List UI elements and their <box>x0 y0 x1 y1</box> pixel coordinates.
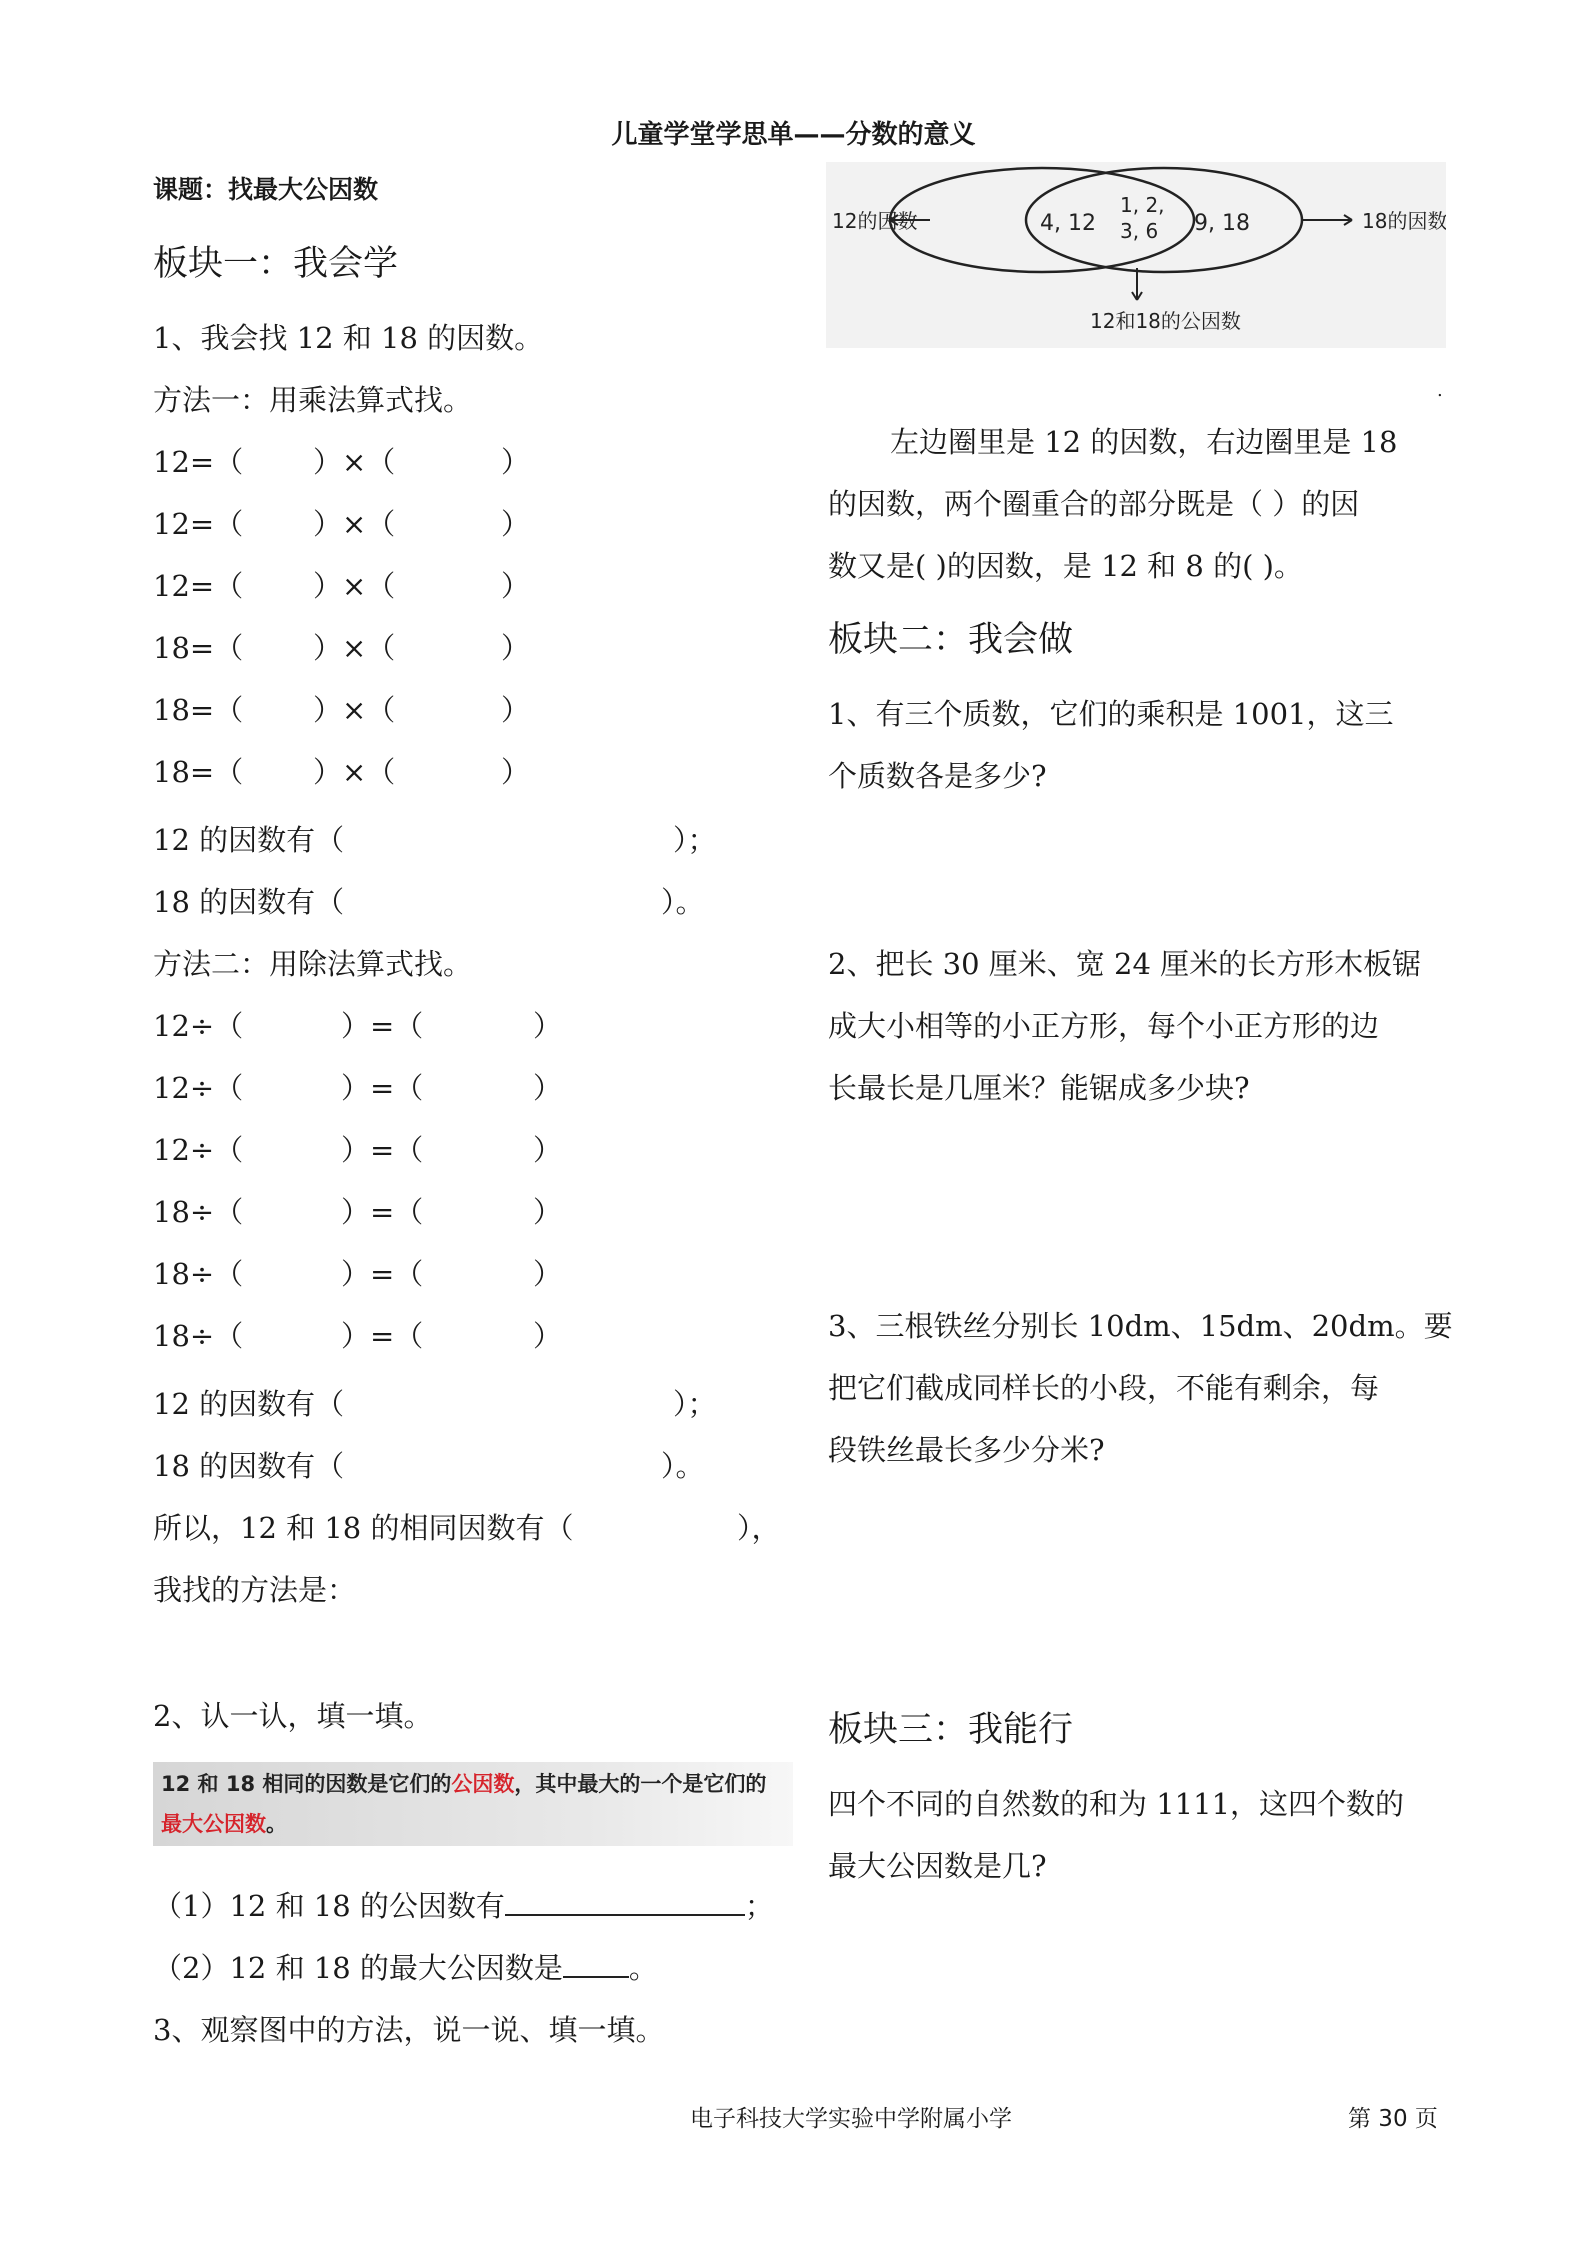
division-row-middle: ）=（ <box>341 1257 424 1291</box>
factors-18-close: ）。 <box>661 885 705 919</box>
s2-q3-line2: 把它们截成同样长的小段，不能有剩余，每 <box>828 1371 1380 1405</box>
division-row-middle: ）=（ <box>341 1133 424 1167</box>
division-row-start: 18÷（ <box>153 1257 244 1291</box>
division-row-middle: ）=（ <box>341 1319 424 1353</box>
left-only-values: 4, 12 <box>1040 211 1096 236</box>
q2-1-text: （1）12 和 18 的公因数有 <box>153 1889 505 1923</box>
q2-1-blank[interactable] <box>505 1888 745 1916</box>
multiplication-row-end: ） <box>501 569 531 603</box>
s2-q1-line1: 1、有三个质数，它们的乘积是 1001，这三 <box>828 697 1394 731</box>
multiplication-row-end: ） <box>501 631 531 665</box>
common-factors-label: 所以，12 和 18 的相同因数有（ <box>153 1511 574 1545</box>
s3-line1: 四个不同的自然数的和为 1111，这四个数的 <box>828 1787 1405 1821</box>
banner-term-common-factor: 公因数 <box>451 1772 515 1796</box>
factors-12-close: ）； <box>673 823 717 857</box>
multiplication-row-middle: ）×（ <box>313 631 396 665</box>
banner-term-gcd: 最大公因数 <box>161 1812 266 1836</box>
q2-1-end: ； <box>744 1889 774 1923</box>
overlap-values-top: 1, 2, <box>1120 193 1165 217</box>
right-only-values: 9, 18 <box>1194 211 1250 236</box>
multiplication-row-middle: ）×（ <box>313 507 396 541</box>
division-row-start: 12÷（ <box>153 1009 244 1043</box>
s2-q2-line2: 成大小相等的小正方形，每个小正方形的边 <box>828 1009 1380 1043</box>
division-row-start: 18÷（ <box>153 1195 244 1229</box>
division-row-middle: ）=（ <box>341 1195 424 1229</box>
lesson-topic: 课题：找最大公因数 <box>153 175 379 204</box>
multiplication-row-middle: ）×（ <box>313 569 396 603</box>
s2-q2-line3: 长最长是几厘米？能锯成多少块? <box>828 1071 1250 1105</box>
division-row-end: ） <box>533 1195 563 1229</box>
multiplication-row-end: ） <box>501 755 531 789</box>
division-row-start: 12÷（ <box>153 1133 244 1167</box>
multiplication-row-end: ） <box>501 693 531 727</box>
factors-12-label: 12 的因数有（ <box>153 823 345 857</box>
multiplication-row-middle: ）×（ <box>313 755 396 789</box>
footer-school: 电子科技大学实验中学附属小学 <box>690 2106 1012 2132</box>
stray-dot: . <box>1437 380 1443 401</box>
my-method-text: 我找的方法是： <box>153 1573 357 1607</box>
multiplication-row-end: ） <box>501 445 531 479</box>
diagram-desc-2: 的因数，两个圈重合的部分既是（ ）的因 <box>828 487 1360 521</box>
q2-2-blank[interactable] <box>563 1950 629 1978</box>
division-row-middle: ）=（ <box>341 1071 424 1105</box>
banner-text-b: ，其中最大的一个是它们的 <box>514 1772 767 1796</box>
section2-heading: 板块二：我会做 <box>828 620 1074 660</box>
s2-q2-line1: 2、把长 30 厘米、宽 24 厘米的长方形木板锯 <box>828 947 1422 981</box>
multiplication-row-middle: ）×（ <box>313 693 396 727</box>
q1-text: 1、我会找 12 和 18 的因数。 <box>153 321 544 355</box>
s2-q3-line3: 段铁丝最长多少分米? <box>828 1433 1105 1467</box>
method1-text: 方法一：用乘法算式找。 <box>153 383 473 417</box>
factors-18-label: 18 的因数有（ <box>153 885 345 919</box>
diagram-desc-1: 左边圈里是 12 的因数，右边圈里是 18 <box>890 425 1398 459</box>
division-row-end: ） <box>533 1319 563 1353</box>
division-row-end: ） <box>533 1257 563 1291</box>
q2-2-line <box>153 1946 658 1987</box>
s2-q1-line2: 个质数各是多少? <box>828 759 1047 793</box>
factors-12-label: 12 的因数有（ <box>153 1387 345 1421</box>
factors-12-close: ）； <box>673 1387 717 1421</box>
diagram-desc-3: 数又是( )的因数，是 12 和 8 的( )。 <box>828 549 1303 583</box>
venn-svg <box>826 162 1446 348</box>
division-row-start: 12÷（ <box>153 1071 244 1105</box>
section1-heading: 板块一：我会学 <box>153 244 399 284</box>
s3-line2: 最大公因数是几? <box>828 1849 1047 1883</box>
multiplication-row-start: 18=（ <box>153 631 244 665</box>
footer-page-number: 第 30 页 <box>1348 2106 1438 2132</box>
common-factors-close: ）， <box>737 1511 781 1545</box>
worksheet-title: 儿童学堂学思单——分数的意义 <box>611 120 976 150</box>
venn-diagram <box>826 162 1446 348</box>
q2-2-text: （2）12 和 18 的最大公因数是 <box>153 1951 563 1985</box>
banner-text-c: 。 <box>266 1812 287 1836</box>
multiplication-row-start: 18=（ <box>153 755 244 789</box>
q3-text: 3、观察图中的方法，说一说、填一填。 <box>153 2013 665 2047</box>
multiplication-row-start: 12=（ <box>153 445 244 479</box>
right-label: 18的因数 <box>1362 209 1446 233</box>
multiplication-row-start: 12=（ <box>153 569 244 603</box>
left-label: 12的因数 <box>832 209 918 233</box>
overlap-values-bottom: 3, 6 <box>1120 219 1159 243</box>
multiplication-row-end: ） <box>501 507 531 541</box>
division-row-middle: ）=（ <box>341 1009 424 1043</box>
section3-heading: 板块三：我能行 <box>828 1710 1074 1750</box>
q2-2-end: 。 <box>628 1951 658 1985</box>
q2-1-line <box>153 1884 774 1925</box>
s2-q3-line1: 3、三根铁丝分别长 10dm、15dm、20dm。要 <box>828 1309 1453 1343</box>
division-row-end: ） <box>533 1009 563 1043</box>
banner-text-a: 12 和 18 相同的因数是它们的 <box>161 1772 452 1796</box>
method2-text: 方法二：用除法算式找。 <box>153 947 473 981</box>
common-factor-label: 12和18的公因数 <box>1090 309 1241 333</box>
division-row-start: 18÷（ <box>153 1319 244 1353</box>
definition-banner <box>153 1762 793 1846</box>
multiplication-row-start: 12=（ <box>153 507 244 541</box>
q2-text: 2、认一认，填一填。 <box>153 1699 433 1733</box>
factors-18-close: ）。 <box>661 1449 705 1483</box>
multiplication-row-middle: ）×（ <box>313 445 396 479</box>
multiplication-row-start: 18=（ <box>153 693 244 727</box>
factors-18-label: 18 的因数有（ <box>153 1449 345 1483</box>
division-row-end: ） <box>533 1133 563 1167</box>
division-row-end: ） <box>533 1071 563 1105</box>
